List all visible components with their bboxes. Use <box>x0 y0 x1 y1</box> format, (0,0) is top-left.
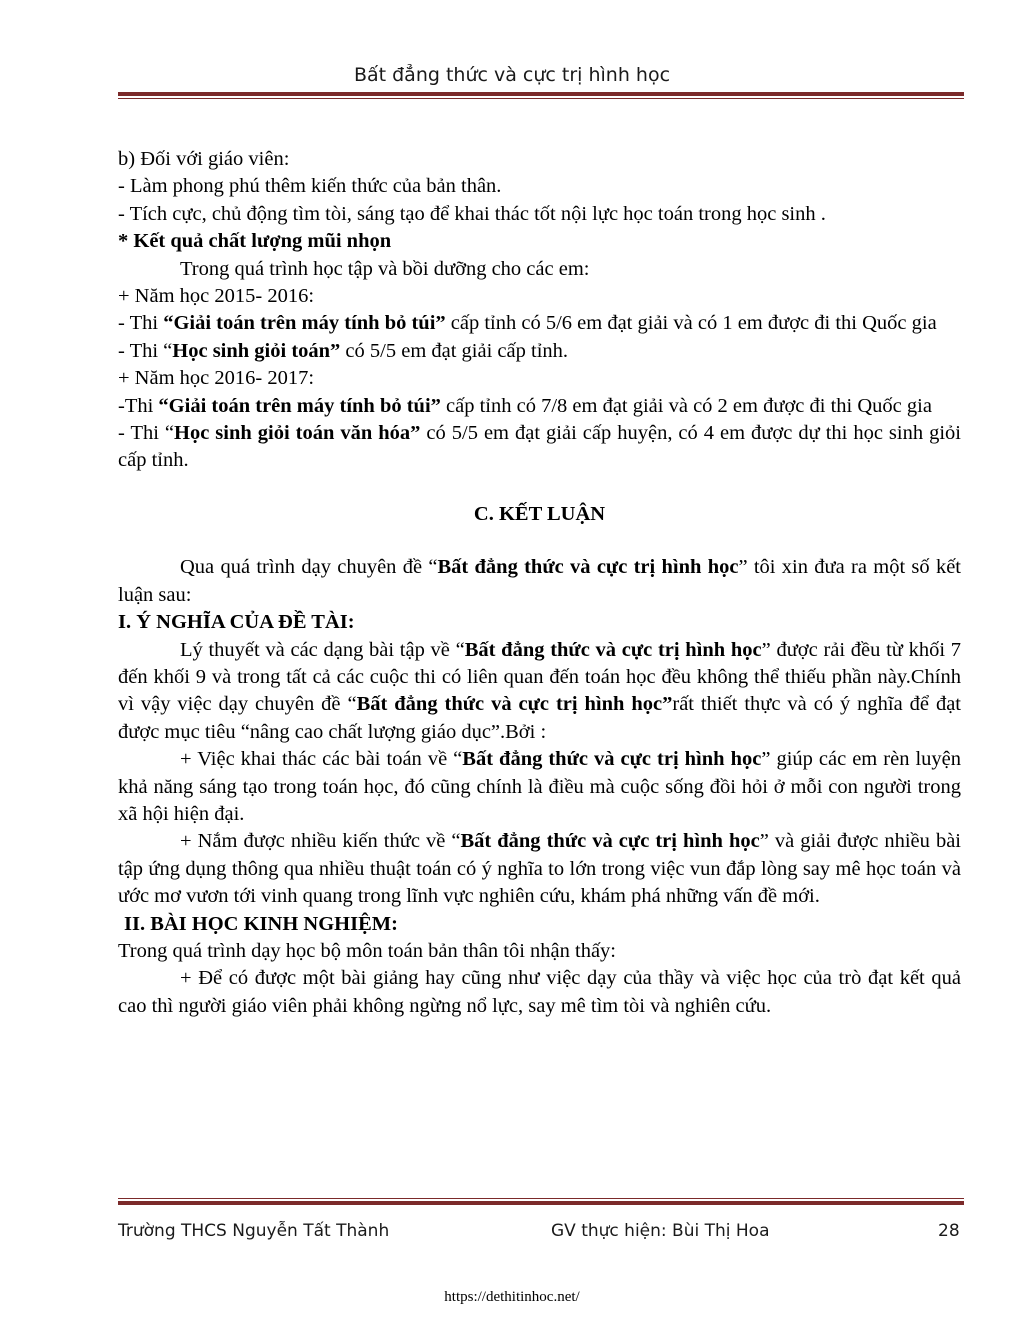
running-header: Bất đẳng thức và cực trị hình học <box>353 64 671 86</box>
paragraph: - Làm phong phú thêm kiến thức của bản thân. <box>118 175 502 198</box>
section-heading: C. KẾT LUẬN <box>473 502 606 525</box>
subheading: II. BÀI HỌC KINH NGHIỆM: <box>124 912 398 935</box>
list-item: + Năm học 2015- 2016: <box>118 285 315 308</box>
page-number: 28 <box>938 1221 960 1241</box>
paragraph: Trong quá trình dạy học bộ môn toán bản thân tôi nhận thấy: <box>118 939 617 962</box>
subheading: * Kết quả chất lượng mũi nhọn <box>118 230 392 253</box>
paragraph: + Việc khai thác các bài toán về “Bất đẳng thức và cực trị hình học” giúp các em rèn luyện khả năng sáng tạo trong toán học, đó cũng chính là điều mà cuộc sống đồi hỏi ở mỗi con người trong xã hội hiện đại. <box>118 748 961 825</box>
paragraph: + Để có được một bài giảng hay cũng như việc dạy của thầy và việc học của trò đạt kết quả cao thì người giáo viên phải không ngừng nổ lực, say mê tìm tòi và nghiên cứu. <box>118 967 961 1017</box>
paragraph: - Tích cực, chủ động tìm tòi, sáng tạo để khai thác tốt nội lực học toán trong học sinh . <box>118 202 826 225</box>
footer-teacher: GV thực hiện: Bùi Thị Hoa <box>551 1221 770 1241</box>
list-item: -Thi “Giải toán trên máy tính bỏ túi” cấp tỉnh có 7/8 em đạt giải và có 2 em được đi thi Quốc gia <box>118 394 932 417</box>
paragraph: Trong quá trình học tập và bồi dưỡng cho các em: <box>180 257 590 280</box>
footer-rule <box>118 1198 964 1205</box>
paragraph: Qua quá trình dạy chuyên đề “Bất đẳng thức và cực trị hình học” tôi xin đưa ra một số kết luận sau: <box>118 556 961 606</box>
paragraph: b) Đối với giáo viên: <box>118 148 290 170</box>
header-rule <box>118 92 964 99</box>
list-item: - Thi “Học sinh giỏi toán” có 5/5 em đạt giải cấp tỉnh. <box>118 339 569 362</box>
paragraph: Lý thuyết và các dạng bài tập về “Bất đẳng thức và cực trị hình học” được rải đều từ khối 7 đến khối 9 và trong tất cả các cuộc thi có liên quan đến toán học đều không thể thiếu phần này.Chính vì vậy việc dạy chuyên đề “Bất đẳng thức và cực trị hình học”rất thiết thực và có ý nghĩa để đạt được mục tiêu “nâng cao chất lượng giáo dục”.Bởi : <box>118 638 962 743</box>
subheading: I. Ý NGHĨA CỦA ĐỀ TÀI: <box>118 611 355 634</box>
page-body <box>118 146 961 1020</box>
list-item: + Năm học 2016- 2017: <box>118 367 315 390</box>
paragraph: + Nắm được nhiều kiến thức về “Bất đẳng thức và cực trị hình học” và giải được nhiều bài tập ứng dụng thông qua nhiều thuật toán có ý nghĩa to lớn trong việc vun đắp lòng say mê học toán và ước mơ vươn tới vinh quang trong lĩnh vực nghiên cứu, khám phá những vấn đề mới. <box>118 830 961 908</box>
source-url: https://dethitinhoc.net/ <box>444 1289 580 1305</box>
list-item: - Thi “Giải toán trên máy tính bỏ túi” cấp tỉnh có 5/6 em đạt giải và có 1 em được đi thi Quốc gia <box>118 312 937 335</box>
list-item: - Thi “Học sinh giỏi toán văn hóa” có 5/5 em đạt giải cấp huyện, có 4 em được dự thi học sinh giỏi cấp tỉnh. <box>118 422 961 472</box>
footer-school: Trường THCS Nguyễn Tất Thành <box>118 1221 390 1241</box>
